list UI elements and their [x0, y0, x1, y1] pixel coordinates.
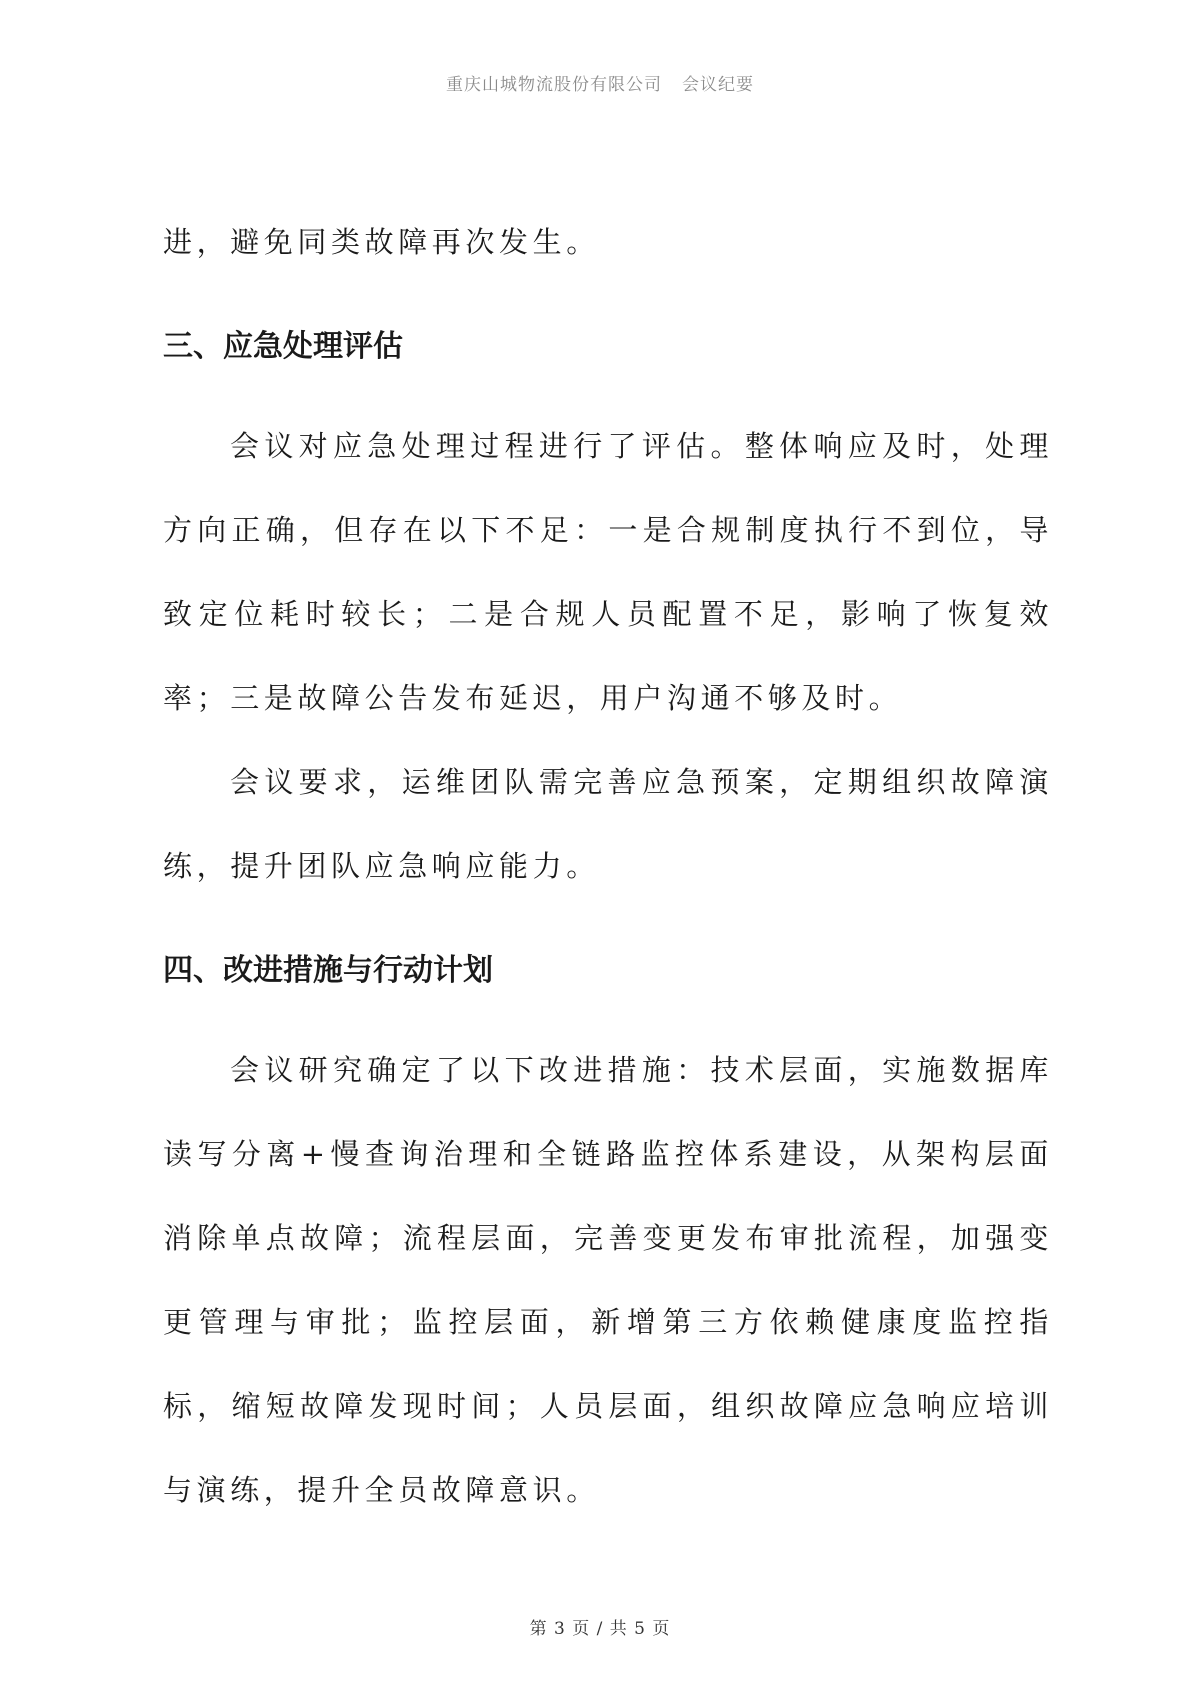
paragraph-improvement-measures: 会议研究确定了以下改进措施：技术层面，实施数据库读写分离+慢查询治理和全链路监控体系建设，从架构层面消除单点故障；流程层面，完善变更发布审批流程，加强变更管理与审批；监控层面，新增第三方依赖健康度监控指标，缩短故障发现时间；人员层面，组织故障应急响应培训与演练，提升全员故障意识。	[163, 1053, 1053, 1507]
running-header	[0, 70, 1200, 95]
section-heading-improvement-plan: 四、改进措施与行动计划	[163, 953, 493, 988]
header-company: 重庆山城物流股份有限公司	[446, 75, 662, 95]
header-doc-type: 会议纪要	[682, 75, 754, 95]
document-body	[163, 200, 1053, 1532]
page-number: 第 3 页 / 共 5 页	[529, 1619, 671, 1639]
paragraph-emergency-requirement: 会议要求，运维团队需完善应急预案，定期组织故障演练，提升团队应急响应能力。	[163, 765, 1053, 883]
section-heading-emergency-assessment: 三、应急处理评估	[163, 329, 403, 364]
paragraph-emergency-evaluation: 会议对应急处理过程进行了评估。整体响应及时，处理方向正确，但存在以下不足：一是合规制度执行不到位，导致定位耗时较长；二是合规人员配置不足，影响了恢复效率；三是故障公告发布延迟，用户沟通不够及时。	[163, 429, 1053, 715]
continuation-paragraph: 进，避免同类故障再次发生。	[163, 225, 600, 259]
